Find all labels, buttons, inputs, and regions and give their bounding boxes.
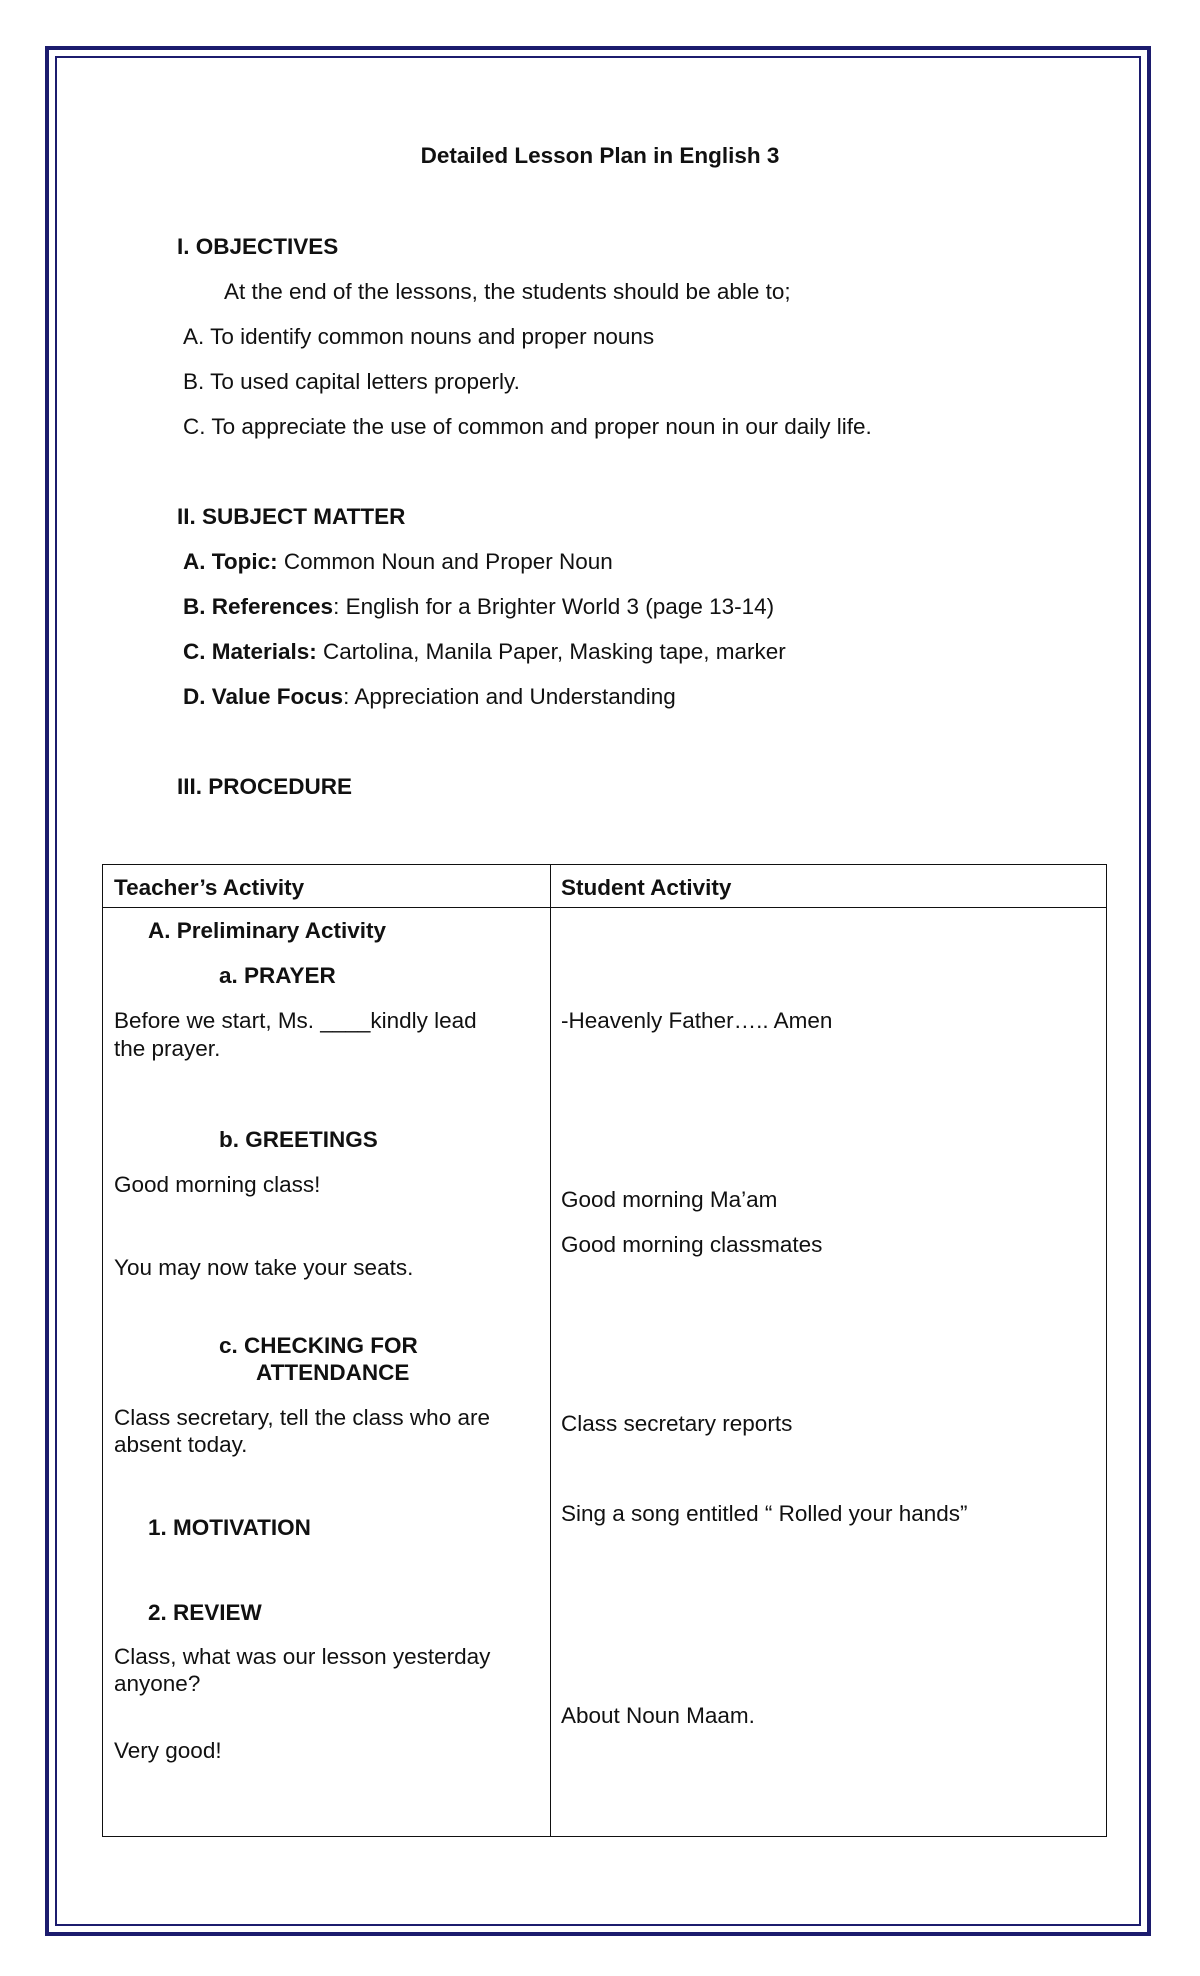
preliminary-activity-heading: A. Preliminary Activity	[148, 918, 387, 943]
procedure-heading: III. PROCEDURE	[177, 774, 353, 799]
student-attendance: Class secretary reports	[561, 1411, 793, 1436]
attendance-instruction-line1: Class secretary, tell the class who are	[114, 1405, 490, 1430]
header-teacher-activity: Teacher’s Activity	[114, 875, 305, 900]
subject-item-value: : Appreciation and Understanding	[343, 684, 676, 709]
subject-item-label: A. Topic:	[183, 549, 278, 574]
greetings-line2: You may now take your seats.	[114, 1255, 414, 1280]
prayer-instruction-line2: the prayer.	[114, 1036, 221, 1061]
objective-item-a: A. To identify common nouns and proper nouns	[183, 324, 655, 349]
document-title: Detailed Lesson Plan in English 3	[420, 143, 780, 168]
greetings-heading: b. GREETINGS	[219, 1127, 378, 1152]
review-question-line2: anyone?	[114, 1671, 201, 1696]
review-heading: 2. REVIEW	[148, 1600, 262, 1625]
student-greeting-teacher: Good morning Ma’am	[561, 1187, 778, 1212]
subject-item-value: Common Noun and Proper Noun	[277, 549, 613, 574]
prayer-instruction-line1: Before we start, Ms. ____kindly lead	[114, 1008, 477, 1033]
header-student-activity: Student Activity	[561, 875, 732, 900]
subject-item-materials	[183, 638, 786, 665]
table-column-divider	[550, 865, 551, 1836]
subject-item-value: Cartolina, Manila Paper, Masking tape, marker	[316, 639, 786, 664]
subject-item-references	[183, 593, 774, 620]
subject-matter-heading: II. SUBJECT MATTER	[177, 504, 406, 529]
attendance-heading-line1: c. CHECKING FOR	[219, 1333, 418, 1358]
student-review-answer: About Noun Maam.	[561, 1703, 755, 1728]
student-greeting-classmates: Good morning classmates	[561, 1232, 823, 1257]
objective-item-b: B. To used capital letters properly.	[183, 369, 520, 394]
objectives-heading: I. OBJECTIVES	[177, 234, 339, 259]
review-praise: Very good!	[114, 1738, 222, 1763]
review-question-line1: Class, what was our lesson yesterday	[114, 1644, 491, 1669]
student-motivation: Sing a song entitled “ Rolled your hands”	[561, 1501, 968, 1526]
subject-item-value: : English for a Brighter World 3 (page 13-14)	[333, 594, 775, 619]
prayer-heading: a. PRAYER	[219, 963, 336, 988]
student-prayer: -Heavenly Father….. Amen	[561, 1008, 833, 1033]
objective-item-c: C. To appreciate the use of common and proper noun in our daily life.	[183, 414, 872, 439]
objectives-intro: At the end of the lessons, the students should be able to;	[224, 279, 791, 304]
attendance-heading-line2: ATTENDANCE	[256, 1360, 410, 1385]
subject-item-topic	[183, 548, 613, 575]
subject-item-label: B. References	[183, 594, 334, 619]
attendance-instruction-line2: absent today.	[114, 1432, 248, 1457]
table-header-divider	[103, 907, 1106, 908]
greetings-line1: Good morning class!	[114, 1172, 321, 1197]
motivation-heading: 1. MOTIVATION	[148, 1515, 311, 1540]
subject-item-value-focus	[183, 683, 676, 710]
subject-item-label: D. Value Focus	[183, 684, 344, 709]
subject-item-label: C. Materials:	[183, 639, 317, 664]
procedure-table	[102, 864, 1107, 1837]
